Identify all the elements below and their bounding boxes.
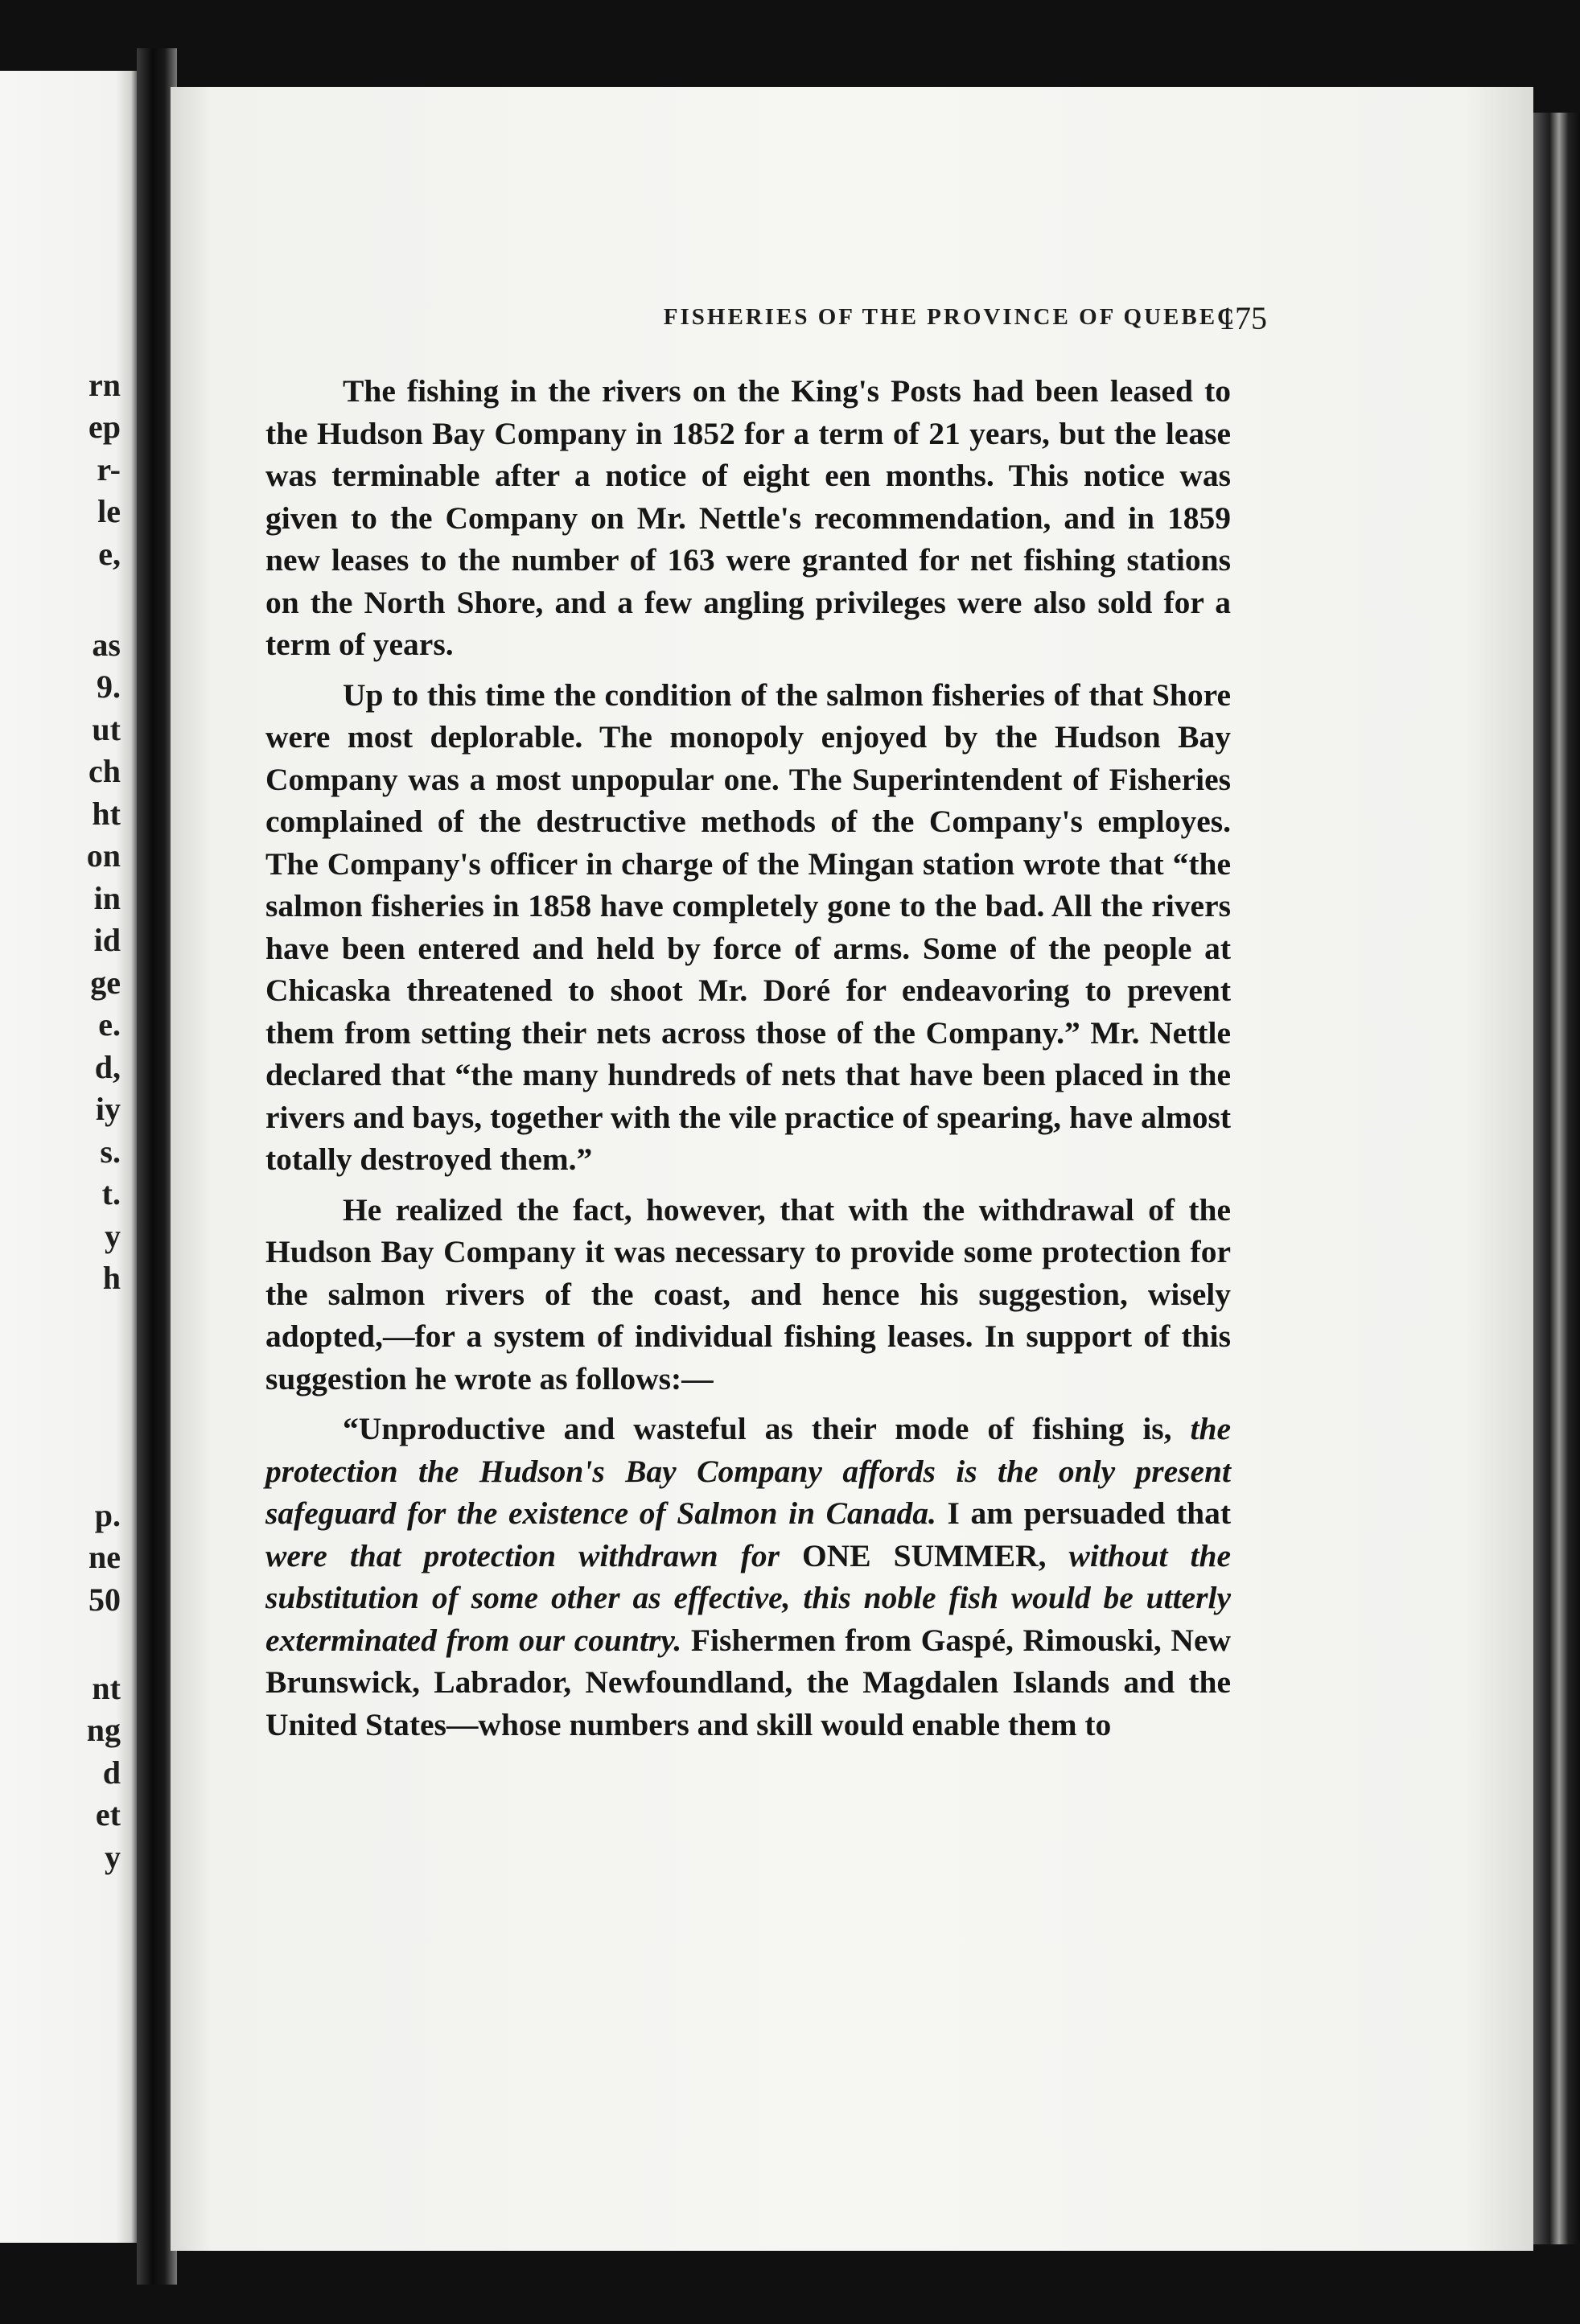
- left-page-fragment: ge: [90, 965, 121, 1001]
- left-page-fragment: e.: [98, 1006, 121, 1043]
- left-page-fragment: y: [105, 1839, 121, 1875]
- body-text: [265, 370, 1231, 1746]
- left-page-fragment: et: [95, 1796, 121, 1832]
- left-page-fragment: ng: [86, 1712, 121, 1748]
- left-page-fragment: t.: [101, 1175, 121, 1211]
- quote-italic-2: were that protection withdrawn for: [265, 1537, 780, 1573]
- left-page-fragment: 50: [88, 1582, 121, 1618]
- left-page-fragment: d,: [94, 1049, 121, 1085]
- left-page-fragment: ne: [88, 1539, 121, 1575]
- paragraph-2: Up to this time the condition of the salmon fisheries of that Shore were most deplorable. The monopoly enjoyed by the Hudson Bay Company was a most unpopular one. The Superintendent of Fisheries complained of the destructive methods of the Company's employes. The Company's officer in charge of the Mingan station wrote that “the salmon fisheries in 1858 have completely gone to the bad. All the rivers have been entered and held by force of arms. Some of the people at Chicaska threatened to shoot Mr. Doré for endeavoring to prevent them from setting their nets across those of the Company.” Mr. Nettle declared that “the many hundreds of nets that have been placed in the rivers and bays, together with the vile practice of spearing, have almost totally destroyed them.”: [265, 677, 1231, 1177]
- left-page-fragment: iy: [95, 1091, 121, 1127]
- left-page-fragment: in: [93, 880, 121, 916]
- left-page-fragment: 9.: [97, 668, 121, 705]
- left-page-fragment: as: [92, 627, 121, 663]
- left-page-fragment: y: [105, 1218, 121, 1254]
- left-page-edge: [0, 71, 137, 2243]
- quote-text-1: “Unproductive and wasteful as their mode of fishing is,: [343, 1411, 1191, 1446]
- left-page-fragment: d: [102, 1754, 121, 1791]
- left-page-fragment: p.: [94, 1497, 121, 1533]
- paragraph-3: He realized the fact, however, that with the withdrawal of the Hudson Bay Company it was necessary to provide some protection for the salmon rivers of the coast, and hence his suggestion, wisely adopted,—for a system of individual fishing leases. In support of this suggestion he wrote as follows:—: [265, 1191, 1231, 1396]
- left-page-fragment: s.: [100, 1133, 121, 1170]
- left-page-fragment: e,: [98, 536, 121, 572]
- left-page-fragment: ht: [92, 796, 121, 832]
- quote-italic-1: the protection the Hudson's Bay Company affords is the only present safeguard for the existence of Salmon in Canada.: [265, 1411, 1231, 1531]
- quote-italic-3: without the substitution of some other as effective, this noble fish would be utterly exterminated from our country.: [265, 1537, 1231, 1658]
- page-edge-right: [1533, 113, 1580, 2244]
- left-page-fragment: le: [97, 493, 121, 529]
- left-page-fragment: h: [102, 1260, 121, 1296]
- left-page-fragment: ep: [88, 409, 121, 445]
- left-page-fragment: on: [86, 837, 121, 874]
- quote-text-4: Fishermen from Gaspé, Rimouski, New Brunswick, Labrador, Newfoundland, the Magdalen Islands and the United States—whose numbers and skill would enable them to: [265, 1622, 1231, 1742]
- left-page-fragment: rn: [88, 367, 121, 403]
- left-page-fragment: r-: [97, 451, 121, 487]
- quote-text-2: I am persuaded that: [936, 1495, 1231, 1531]
- page-number: 175: [1219, 300, 1267, 336]
- paragraph-1: The fishing in the rivers on the King's Posts had been leased to the Hudson Bay Company in 1852 for a term of 21 years, but the lease was terminable after a notice of eight een months. This notice was given to the Company on Mr. Nettle's recommendation, and in 1859 new leases to the number of 163 were granted for net fishing stations on the North Shore, and a few angling privileges were also sold for a term of years.: [265, 373, 1231, 662]
- left-page-fragment: id: [93, 922, 121, 958]
- quotation-paragraph: [265, 1408, 1231, 1746]
- running-head: FISHERIES OF THE PROVINCE OF QUEBEC: [663, 304, 1236, 330]
- left-page-fragment: nt: [92, 1670, 121, 1706]
- quote-text-3: ONE SUMMER,: [779, 1537, 1069, 1573]
- left-page-fragment: ch: [88, 753, 121, 789]
- left-page-fragment: ut: [92, 711, 121, 747]
